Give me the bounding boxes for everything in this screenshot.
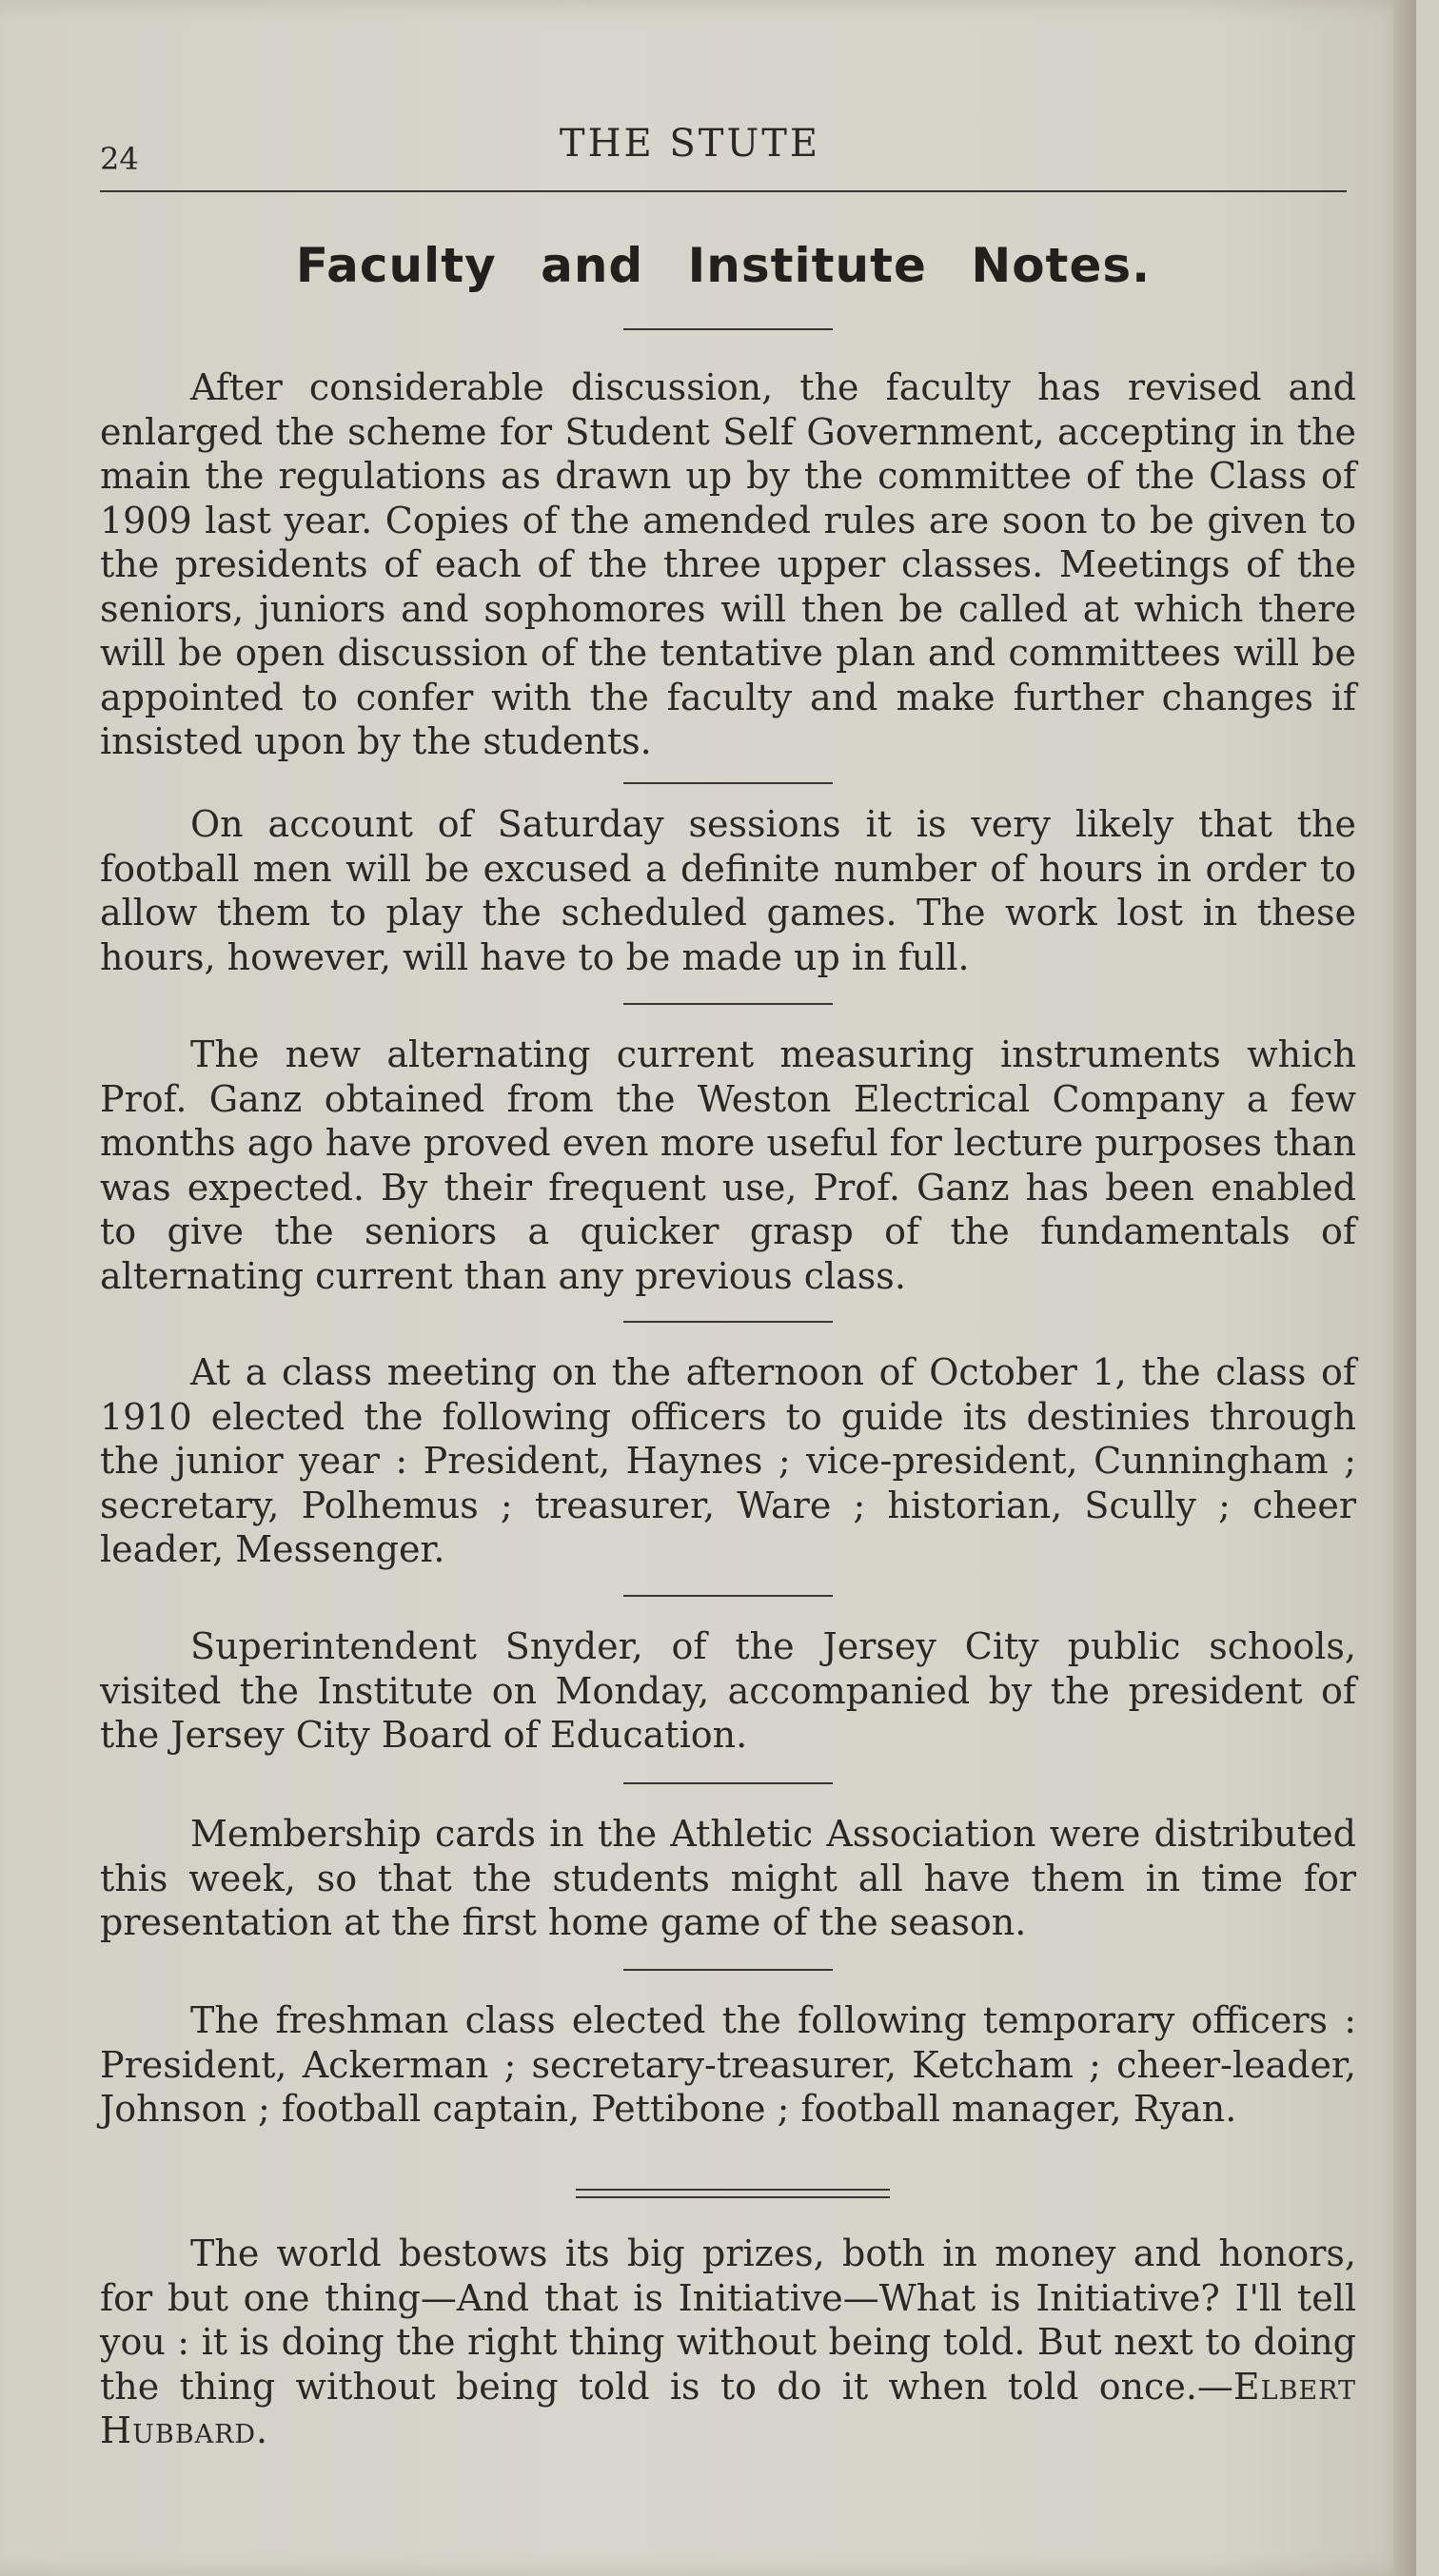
running-title: THE STUTE	[559, 122, 821, 166]
quote-initiative	[100, 2232, 1356, 2453]
section-divider	[623, 1782, 833, 1784]
paragraph-membership: Membership cards in the Athletic Association were distributed this week, so that the students might all have them in time for presentation at the first home game of the season.	[100, 1813, 1356, 1943]
section-divider	[623, 1321, 833, 1323]
paragraph-self-government: After considerable discussion, the faculty has revised and enlarged the scheme for Student Self Government, accepting in the main the regulations as drawn up by the committee of the Class of 1909 last year. Copies of the amended rules are soon to be given to the presidents of each of the three upper classes. Meetings of the seniors, juniors and sophomores will then be called at which there will be open discussion of the tentative plan and committees will be appointed to confer with the faculty and make further changes if insisted upon by the students.	[100, 366, 1356, 762]
section-divider	[623, 1969, 833, 1971]
paragraph-football: On account of Saturday sessions it is very likely that the football men will be excused a definite number of hours in order to allow them to play the scheduled games. The work lost in these hours, however, will have to be made up in full.	[100, 803, 1356, 978]
article-title: Faculty and Institute Notes.	[295, 238, 1152, 293]
quote-author: Elbert Hubbard.	[100, 2365, 1356, 2451]
section-divider	[623, 1003, 833, 1005]
header-rule	[100, 190, 1347, 192]
page-number: 24	[100, 141, 139, 177]
quote-text: The world bestows its big prizes, both in money and honors, for but one thing—And that is Initiative—What is Initiative? I'll tell you : it is doing the right thing without being told. But next to doing the thing without being told is to do it when told once.—	[100, 2232, 1356, 2408]
section-divider	[623, 1595, 833, 1597]
double-divider	[576, 2189, 890, 2198]
title-divider	[623, 328, 833, 330]
paragraph-class-1910: At a class meeting on the afternoon of October 1, the class of 1910 elected the following officers to guide its destinies through the junior year : President, Haynes ; vice-president, Cunningham ; secretary, Polhemus ; treasurer, Ware ; historian, Scully ; cheer leader, Messenger.	[100, 1351, 1356, 1570]
page-header	[100, 122, 1347, 194]
section-divider	[623, 782, 833, 784]
paragraph-freshman: The freshman class elected the following temporary officers : President, Ackerman ; secretary-treasurer, Ketcham ; cheer-leader, Johnson ; football captain, Pettibone ; football manager, Ryan.	[100, 1999, 1356, 2130]
paragraph-instruments: The new alternating current measuring instruments which Prof. Ganz obtained from the Weston Electrical Company a few months ago have proved even more useful for lecture purposes than was expected. By their frequent use, Prof. Ganz has been enabled to give the seniors a quicker grasp of the fundamentals of alternating current than any previous class.	[100, 1033, 1356, 1297]
paragraph-superintendent: Superintendent Snyder, of the Jersey City public schools, visited the Institute on Monday, accompanied by the president of the Jersey City Board of Education.	[100, 1625, 1356, 1756]
page-edge	[1393, 0, 1416, 2576]
